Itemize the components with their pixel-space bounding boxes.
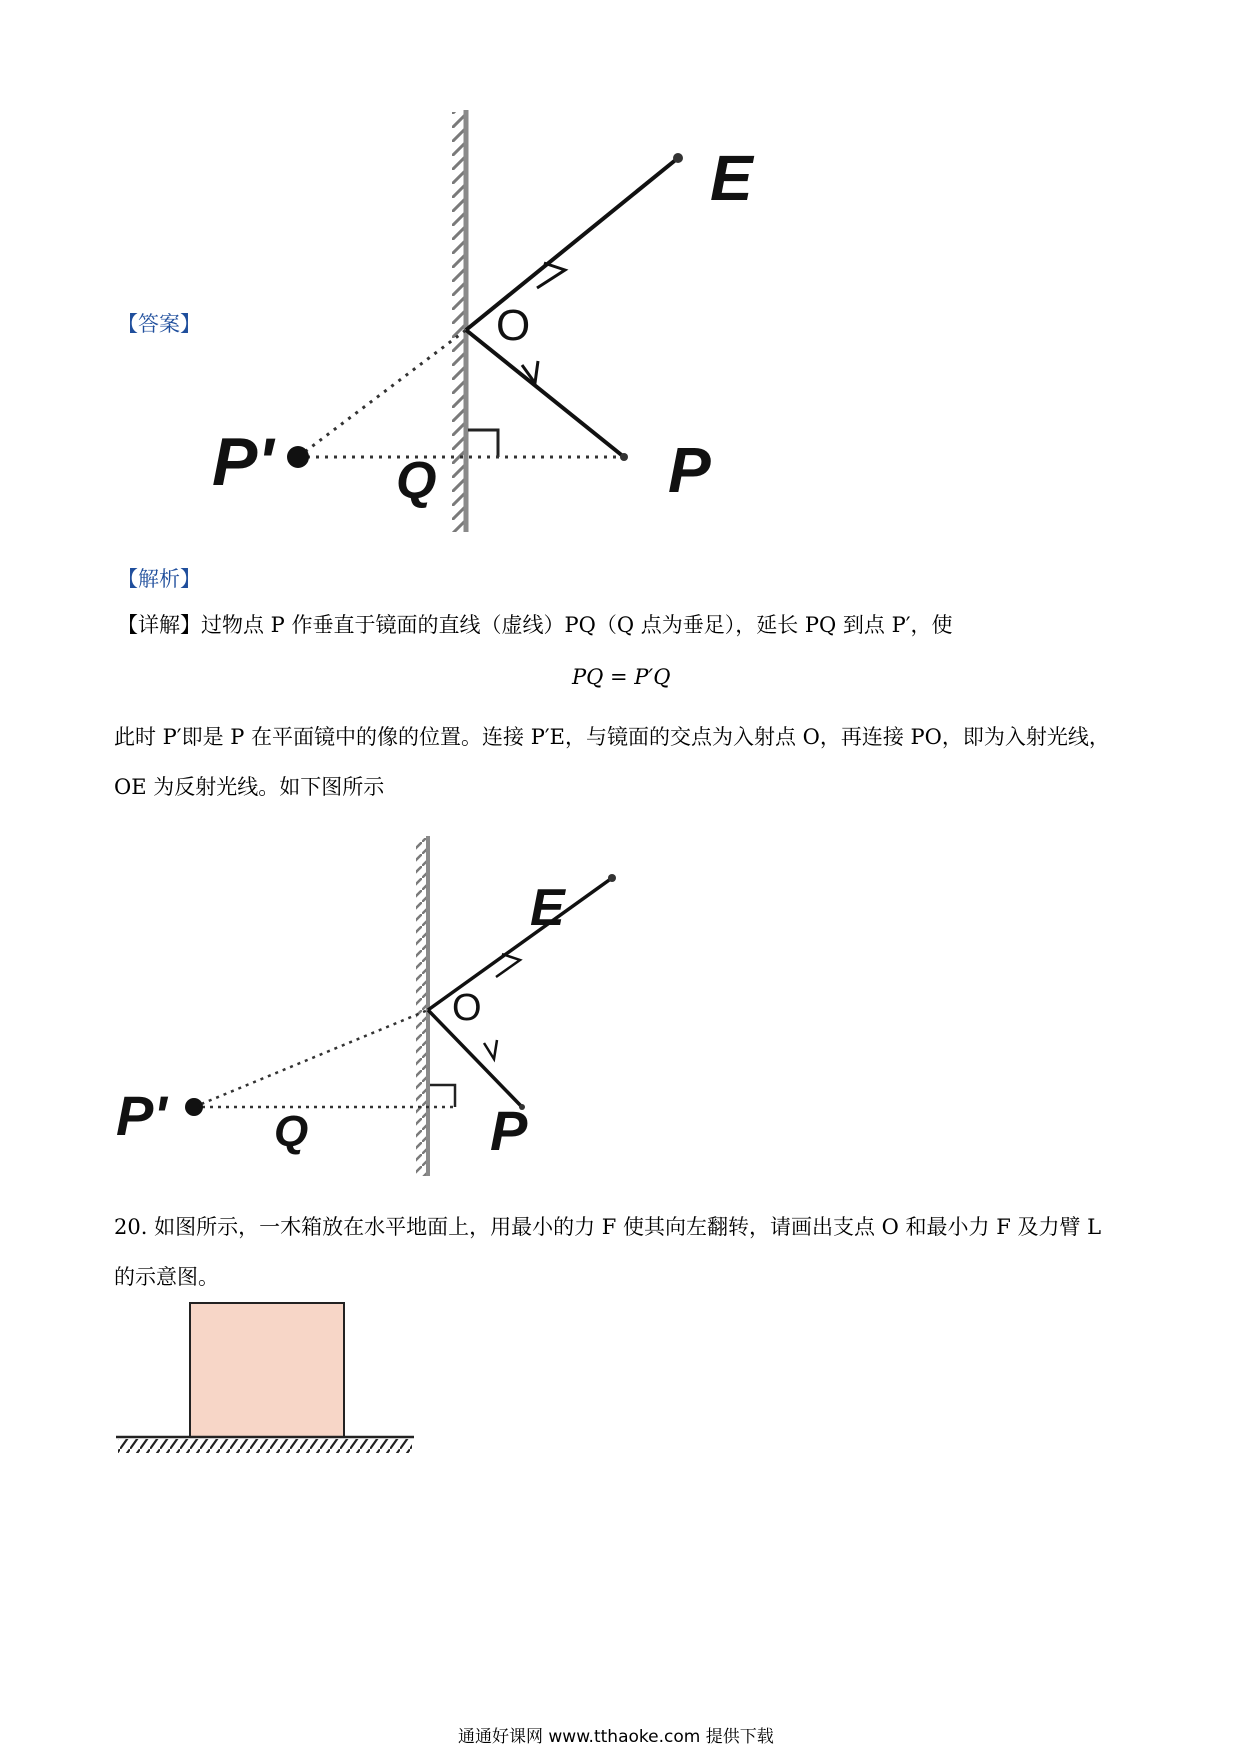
label-q: Q xyxy=(274,1107,309,1156)
label-p: P xyxy=(668,434,711,506)
box-on-ground-figure xyxy=(110,1295,430,1465)
image-ray-dotted-line xyxy=(298,330,466,457)
ground-hatching xyxy=(118,1439,412,1453)
detail-equation: PQ = P′Q xyxy=(572,665,671,689)
label-e: E xyxy=(710,142,753,214)
detail-line-1: 【详解】过物点 P 作垂直于镜面的直线（虚线）PQ（Q 点为垂足），延长 PQ 到点 P′，使 xyxy=(117,613,953,637)
point-e xyxy=(673,153,683,163)
question-20-line-1: 20. 如图所示，一木箱放在水平地面上，用最小的力 F 使其向左翻转，请画出支点 O 和最小力 F 及力臂 L xyxy=(114,1215,1102,1239)
label-p-prime: P' xyxy=(212,424,274,500)
point-p-prime xyxy=(287,446,309,468)
label-p: P xyxy=(490,1099,528,1162)
footer-text: 通通好课网 www.tthaoke.com 提供下载 xyxy=(458,1727,774,1747)
wooden-box xyxy=(190,1303,344,1437)
right-angle-mark xyxy=(468,430,498,457)
detail-line-3: OE 为反射光线。如下图所示 xyxy=(114,775,385,799)
incident-arrow xyxy=(484,1040,497,1059)
detail-line-2: 此时 P′即是 P 在平面镜中的像的位置。连接 P′E，与镜面的交点为入射点 O，再连接 PO，即为入射光线， xyxy=(114,725,1110,749)
mirror-figure-1 xyxy=(200,100,820,540)
label-e: E xyxy=(530,879,565,937)
point-p xyxy=(620,453,628,461)
analysis-label: 【解析】 xyxy=(117,567,201,591)
question-20-line-2: 的示意图。 xyxy=(114,1265,219,1289)
label-p-prime: P' xyxy=(116,1084,167,1147)
answer-label: 【答案】 xyxy=(117,312,201,336)
label-o: O xyxy=(496,301,531,350)
image-ray-dotted-line xyxy=(194,1010,428,1107)
mirror-figure-2 xyxy=(110,830,630,1180)
point-e xyxy=(608,874,616,882)
point-p-prime xyxy=(185,1098,203,1116)
right-angle-mark xyxy=(430,1085,455,1107)
label-o: O xyxy=(452,987,482,1029)
incident-ray xyxy=(466,330,624,457)
label-q: Q xyxy=(396,452,437,510)
